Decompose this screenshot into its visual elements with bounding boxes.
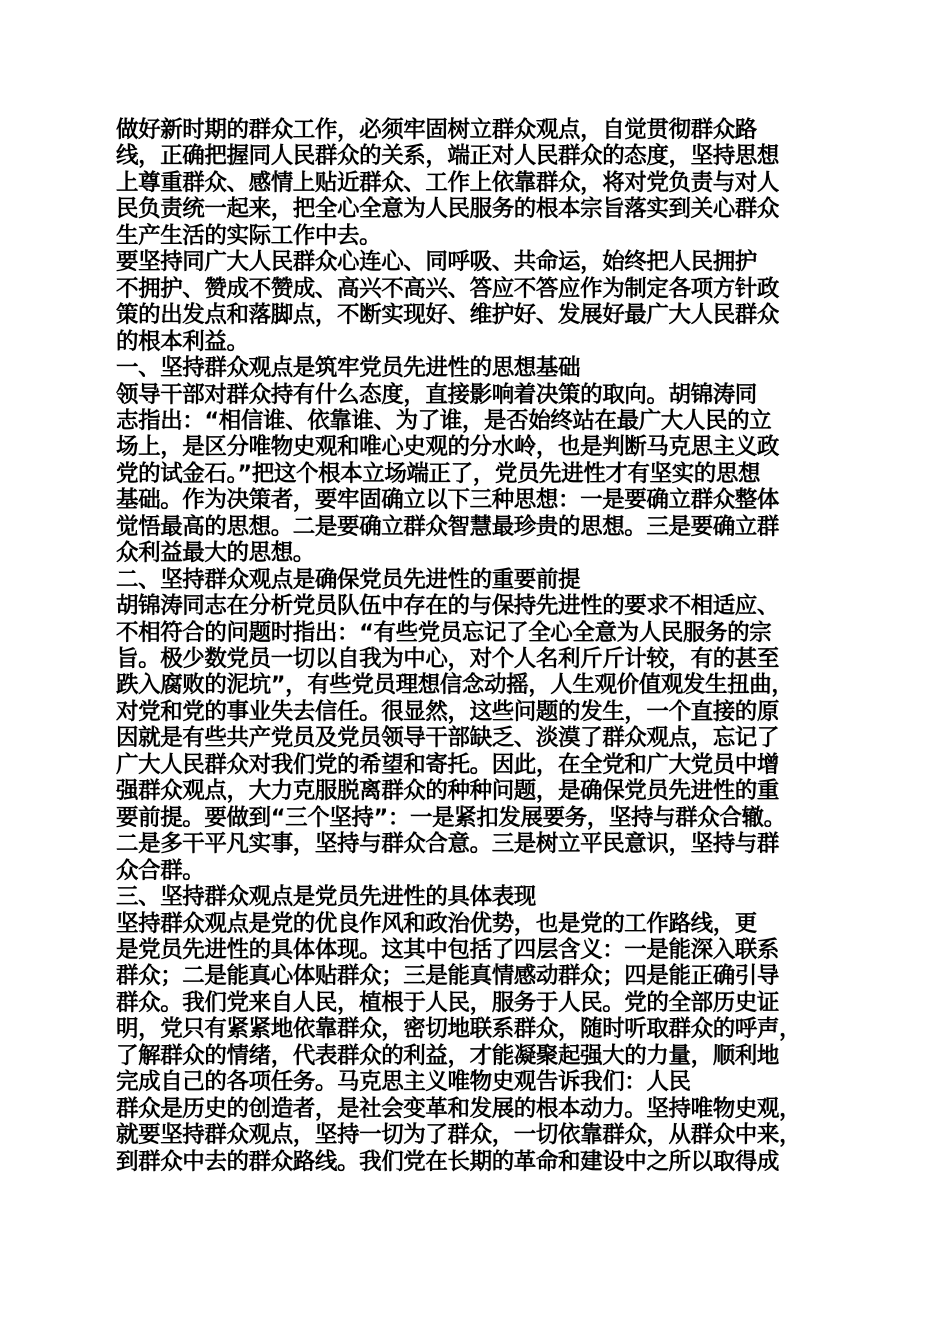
text-line: 胡锦涛同志在分析党员队伍中存在的与保持先进性的要求不相适应、 bbox=[116, 593, 780, 620]
text-line: 基础。作为决策者，要牢固确立以下三种思想：一是要确立群众整体 bbox=[116, 487, 780, 514]
text-line: 二、坚持群众观点是确保党员先进性的重要前提 bbox=[116, 566, 581, 593]
text-line: 一、坚持群众观点是筑牢党员先进性的思想基础 bbox=[116, 355, 581, 382]
text-line: 志指出：“相信谁、依靠谁、为了谁，是否始终站在最广大人民的立 bbox=[116, 407, 772, 434]
text-line: 群众；二是能真心体贴群众；三是能真情感动群众；四是能正确引导 bbox=[116, 963, 780, 990]
text-line: 生产生活的实际工作中去。 bbox=[116, 222, 382, 249]
text-line: 众利益最大的思想。 bbox=[116, 540, 315, 567]
text-line: 不相符合的问题时指出：“有些党员忘记了全心全意为人民服务的宗 bbox=[116, 619, 772, 646]
text-line: 旨。极少数党员一切以自我为中心，对个人名利斤斤计较，有的甚至 bbox=[116, 646, 780, 672]
text-line: 线，正确把握同人民群众的关系，端正对人民群众的态度，坚持思想 bbox=[116, 143, 780, 170]
text-line: 群众。我们党来自人民，植根于人民，服务于人民。党的全部历史证 bbox=[116, 989, 780, 1016]
text-line: 广大人民群众对我们党的希望和寄托。因此，在全党和广大党员中增 bbox=[116, 751, 780, 778]
text-line: 不拥护、赞成不赞成、高兴不高兴、答应不答应作为制定各项方针政 bbox=[116, 275, 780, 302]
text-line: 对党和党的事业失去信任。很显然，这些问题的发生，一个直接的原 bbox=[116, 698, 780, 725]
text-line: 就要坚持群众观点，坚持一切为了群众，一切依靠群众，从群众中来， bbox=[116, 1122, 802, 1149]
text-line: 强群众观点，大力克服脱离群众的种种问题，是确保党员先进性的重 bbox=[116, 778, 780, 805]
text-line: 完成自己的各项任务。马克思主义唯物史观告诉我们：人民 bbox=[116, 1069, 691, 1096]
text-line: 因就是有些共产党员及党员领导干部缺乏、淡漠了群众观点，忘记了 bbox=[116, 725, 780, 752]
text-line: 到群众中去的群众路线。我们党在长期的革命和建设中之所以取得成 bbox=[116, 1148, 780, 1175]
text-line: 做好新时期的群众工作，必须牢固树立群众观点，自觉贯彻群众路 bbox=[116, 117, 757, 143]
text-line: 领导干部对群众持有什么态度，直接影响着决策的取向。胡锦涛同 bbox=[116, 381, 757, 408]
text-line: 众合群。 bbox=[116, 857, 205, 884]
text-line: 场上，是区分唯物史观和唯心史观的分水岭，也是判断马克思主义政 bbox=[116, 434, 780, 461]
text-line: 是党员先进性的具体体现。这其中包括了四层含义：一是能深入联系 bbox=[116, 936, 780, 963]
text-line: 群众是历史的创造者，是社会变革和发展的根本动力。坚持唯物史观， bbox=[116, 1095, 802, 1122]
text-line: 三、坚持群众观点是党员先进性的具体表现 bbox=[116, 884, 536, 911]
text-line: 觉悟最高的思想。二是要确立群众智慧最珍贵的思想。三是要确立群 bbox=[116, 513, 780, 540]
text-line: 明，党只有紧紧地依靠群众，密切地联系群众，随时听取群众的呼声， bbox=[116, 1016, 802, 1043]
text-line: 跌入腐败的泥坑”，有些党员理想信念动摇，人生观价值观发生扭曲， bbox=[116, 672, 794, 699]
text-line: 上尊重群众、感情上贴近群众、工作上依靠群众，将对党负责与对人 bbox=[116, 169, 780, 196]
text-line: 民负责统一起来，把全心全意为人民服务的根本宗旨落实到关心群众 bbox=[116, 196, 780, 223]
text-line: 了解群众的情绪，代表群众的利益，才能凝聚起强大的力量，顺利地 bbox=[116, 1042, 780, 1069]
text-line: 党的试金石。”把这个根本立场端正了，党员先进性才有坚实的思想 bbox=[116, 460, 761, 487]
text-line: 坚持群众观点是党的优良作风和政治优势，也是党的工作路线，更 bbox=[116, 910, 757, 937]
text-line: 二是多干平凡实事，坚持与群众合意。三是树立平民意识，坚持与群 bbox=[116, 831, 780, 858]
text-line: 策的出发点和落脚点，不断实现好、维护好、发展好最广大人民群众 bbox=[116, 302, 780, 329]
text-line: 的根本利益。 bbox=[116, 328, 249, 355]
text-line: 要坚持同广大人民群众心连心、同呼吸、共命运，始终把人民拥护 bbox=[116, 249, 757, 276]
text-line: 要前提。要做到“三个坚持”：一是紧扣发展要务，坚持与群众合辙。 bbox=[116, 804, 786, 831]
